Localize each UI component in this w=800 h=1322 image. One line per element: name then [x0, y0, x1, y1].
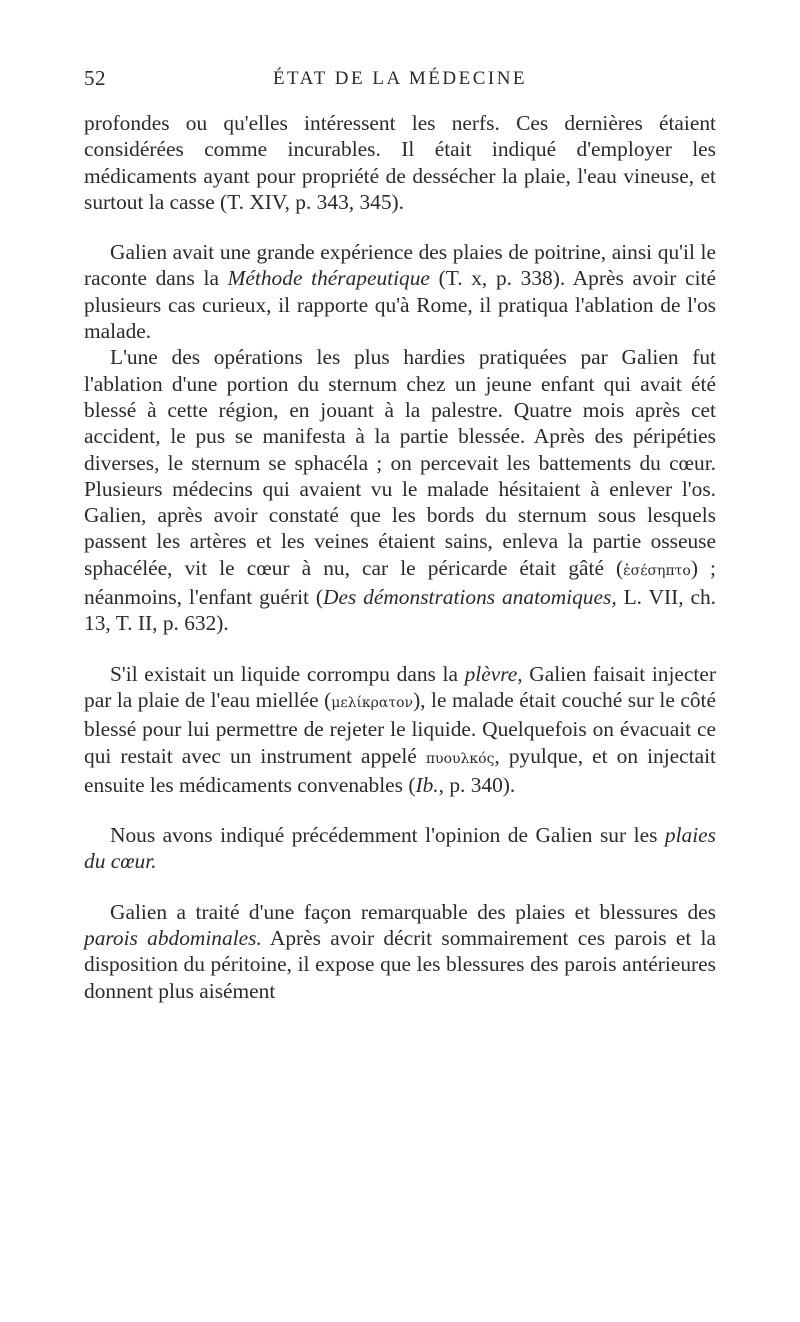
term-plevre: plèvre, — [464, 661, 523, 686]
paragraph-wounds-nerves — [84, 110, 716, 215]
book-title-methode: Méthode thérapeutique — [227, 266, 430, 291]
text-span: Galien faisait injecter par la plaie de l'eau miellée ( — [84, 661, 716, 712]
greek-term: ἐσέσηπτο — [623, 562, 691, 579]
text-span: (T. x, p. 338). Après avoir cité plusieurs cas curieux, il rapporte qu'à Rome, il pratiqua l'ablation de l'os malade. — [84, 266, 716, 344]
running-head: ÉTAT DE LA MÉDECINE — [272, 68, 528, 89]
paragraph-sternum-operation — [84, 344, 716, 636]
text-span: L. VII, ch. 13, T. II, p. 632). — [84, 585, 716, 636]
text-span: Nous avons indiqué précédemment l'opinion de Galien sur les — [110, 823, 665, 848]
text-span: L'une des opérations les plus hardies pratiquées par Galien fut l'ablation d'une portion du sternum chez un jeune enfant qui avait été blessé à cette région, en jouant à la palestre. Quatre mois après cet accident, le pus se manifesta à la partie blessée. Après des péripéties diverses, le sternum se sphacéla ; on percevait les battements du cœur. Plusieurs médecins qui avaient vu le malade hésitaient à enlever l'os. Galien, après avoir constaté que les bords du sternum sous lesquels passent les artères et les veines étaient sains, enleva la partie osseuse sphacélée, vit le cœur à nu, car le péricarde était gâté ( — [84, 345, 716, 580]
term-parois-abdominales: parois abdominales. — [84, 926, 262, 951]
page-header — [84, 66, 716, 96]
text-span: , pyulque, et on injectait ensuite les médicaments convenables ( — [84, 743, 716, 797]
text-span: Après avoir décrit sommairement ces parois et la disposition du péritoine, il expose que les blessures des parois antérieures donnent plus aisément — [84, 926, 716, 1003]
text-span: , p. 340). — [438, 772, 516, 797]
paragraph-pleura — [84, 661, 716, 798]
greek-term: πυουλκός — [425, 750, 495, 767]
text-span: Galien avait une grande expérience des plaies de poitrine, ainsi qu'il le raconte dans la — [84, 240, 716, 291]
text-span: profondes ou qu'elles intéressent les nerfs. Ces dernières étaient considérées comme incurables. Il était indiqué d'employer les médicaments ayant pour propriété de dessécher la plaie, l'eau vineuse, et surtout la casse (T. XIV, p. 343, 345). — [84, 111, 716, 214]
paragraph-chest-wounds — [84, 239, 716, 344]
greek-term: μελίκρατον — [331, 694, 414, 711]
text-span: Galien a traité d'une façon remarquable des plaies et blessures des — [110, 899, 716, 924]
book-title-demonstrations: Des démonstrations anatomiques, — [323, 585, 617, 610]
page-number: 52 — [84, 66, 106, 90]
body-text — [84, 110, 716, 1004]
document-page — [84, 66, 716, 1004]
citation-ib: Ib. — [415, 772, 439, 797]
text-span: ), le malade était couché sur le côté blessé pour lui permettre de rejeter le liquide. Quelquefois on évacuait ce qui restait avec un instrument appelé — [84, 687, 716, 768]
text-span: S'il existait un liquide corrompu dans la — [110, 661, 465, 686]
text-span: ) ; néanmoins, l'enfant guérit ( — [84, 555, 716, 610]
paragraph-heart-wounds — [84, 822, 716, 875]
paragraph-abdominal-walls — [84, 899, 716, 1004]
term-plaies-du-coeur: plaies du cœur. — [84, 823, 716, 874]
